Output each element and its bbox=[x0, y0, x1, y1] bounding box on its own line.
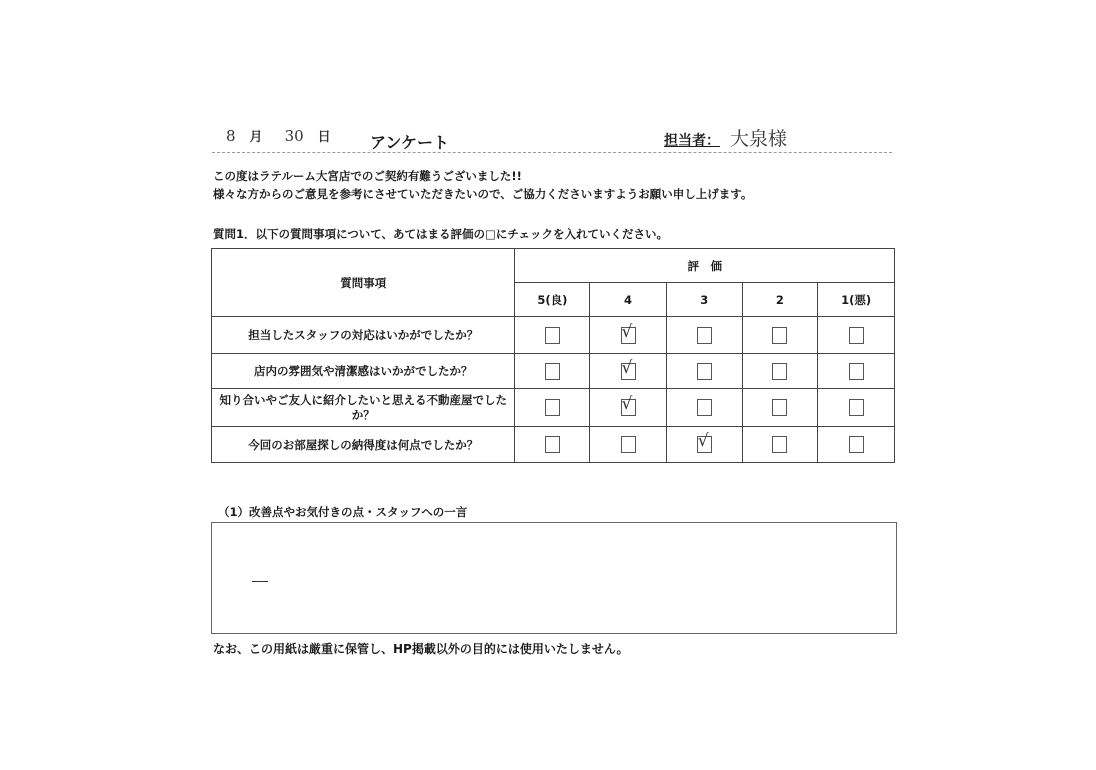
assignee-label: 担当者： bbox=[664, 133, 720, 149]
date-day: 30 bbox=[284, 127, 304, 145]
table-row bbox=[212, 317, 895, 354]
checkbox-q3-4[interactable] bbox=[621, 394, 636, 416]
checkbox-q4-5[interactable] bbox=[545, 436, 560, 453]
check-mark-icon: √ bbox=[621, 321, 633, 342]
table-row bbox=[212, 354, 895, 389]
checkbox-q1-5[interactable] bbox=[545, 327, 560, 344]
checkbox-q4-3[interactable] bbox=[697, 431, 712, 453]
col-1: 1(悪) bbox=[818, 283, 895, 317]
question-text: 今回のお部屋探しの納得度は何点でしたか？ bbox=[212, 427, 515, 463]
table-row bbox=[212, 427, 895, 463]
checkbox-q3-1[interactable] bbox=[849, 399, 864, 416]
question1-instruction: 質問1．以下の質問事項について、あてはまる評価の□にチェックを入れていください。 bbox=[213, 227, 669, 241]
checkbox-q2-1[interactable] bbox=[849, 363, 864, 380]
survey-date bbox=[226, 126, 345, 145]
assignee-name: 大泉様 bbox=[730, 128, 788, 150]
checkbox-q3-3[interactable] bbox=[697, 399, 712, 416]
header-question-item: 質問事項 bbox=[212, 249, 515, 317]
col-2: 2 bbox=[742, 283, 818, 317]
col-5: 5(良) bbox=[515, 283, 590, 317]
checkbox-q1-3[interactable] bbox=[697, 327, 712, 344]
rating-table bbox=[211, 248, 895, 463]
checkbox-q1-4[interactable] bbox=[621, 321, 636, 344]
checkbox-q3-2[interactable] bbox=[772, 399, 787, 416]
table-row bbox=[212, 389, 895, 427]
checkbox-q1-1[interactable] bbox=[849, 327, 864, 344]
assignee bbox=[664, 124, 787, 151]
checkbox-q2-5[interactable] bbox=[545, 363, 560, 380]
checkbox-q4-2[interactable] bbox=[772, 436, 787, 453]
date-month: 8 bbox=[226, 127, 236, 145]
check-mark-icon: √ bbox=[697, 431, 709, 451]
checkbox-q2-3[interactable] bbox=[697, 363, 712, 380]
check-mark-icon: √ bbox=[621, 394, 633, 414]
checkbox-q3-5[interactable] bbox=[545, 399, 560, 416]
header-divider bbox=[212, 152, 892, 153]
checkbox-q2-2[interactable] bbox=[772, 363, 787, 380]
check-mark-icon: √ bbox=[621, 357, 633, 378]
date-day-label: 日 bbox=[317, 130, 331, 145]
handwritten-dash bbox=[252, 581, 268, 582]
col-4: 4 bbox=[590, 283, 667, 317]
intro-line-1: この度はラテルーム大宮店でのご契約有難うございました!! bbox=[213, 169, 522, 183]
question-text: 知り合いやご友人に紹介したいと思える不動産屋でしたか？ bbox=[212, 389, 515, 427]
comments-field[interactable] bbox=[211, 522, 897, 634]
checkbox-q2-4[interactable] bbox=[621, 357, 636, 380]
intro-line-2: 様々な方からのご意見を参考にさせていただきたいので、ご協力くださいますようお願い申し上げます。 bbox=[213, 187, 753, 201]
checkbox-q4-4[interactable] bbox=[621, 436, 636, 453]
checkbox-q1-2[interactable] bbox=[772, 327, 787, 344]
header-rating: 評 価 bbox=[515, 249, 895, 283]
comments-label: （1）改善点やお気付きの点・スタッフへの一言 bbox=[218, 505, 468, 519]
date-month-label: 月 bbox=[249, 130, 263, 145]
checkbox-q4-1[interactable] bbox=[849, 436, 864, 453]
survey-title: アンケート bbox=[370, 133, 450, 152]
question-text: 担当したスタッフの対応はいかがでしたか？ bbox=[212, 317, 515, 354]
privacy-note: なお、この用紙は厳重に保管し、HP掲載以外の目的には使用いたしません。 bbox=[213, 642, 629, 656]
question-text: 店内の雰囲気や清潔感はいかがでしたか？ bbox=[212, 354, 515, 389]
col-3: 3 bbox=[666, 283, 742, 317]
